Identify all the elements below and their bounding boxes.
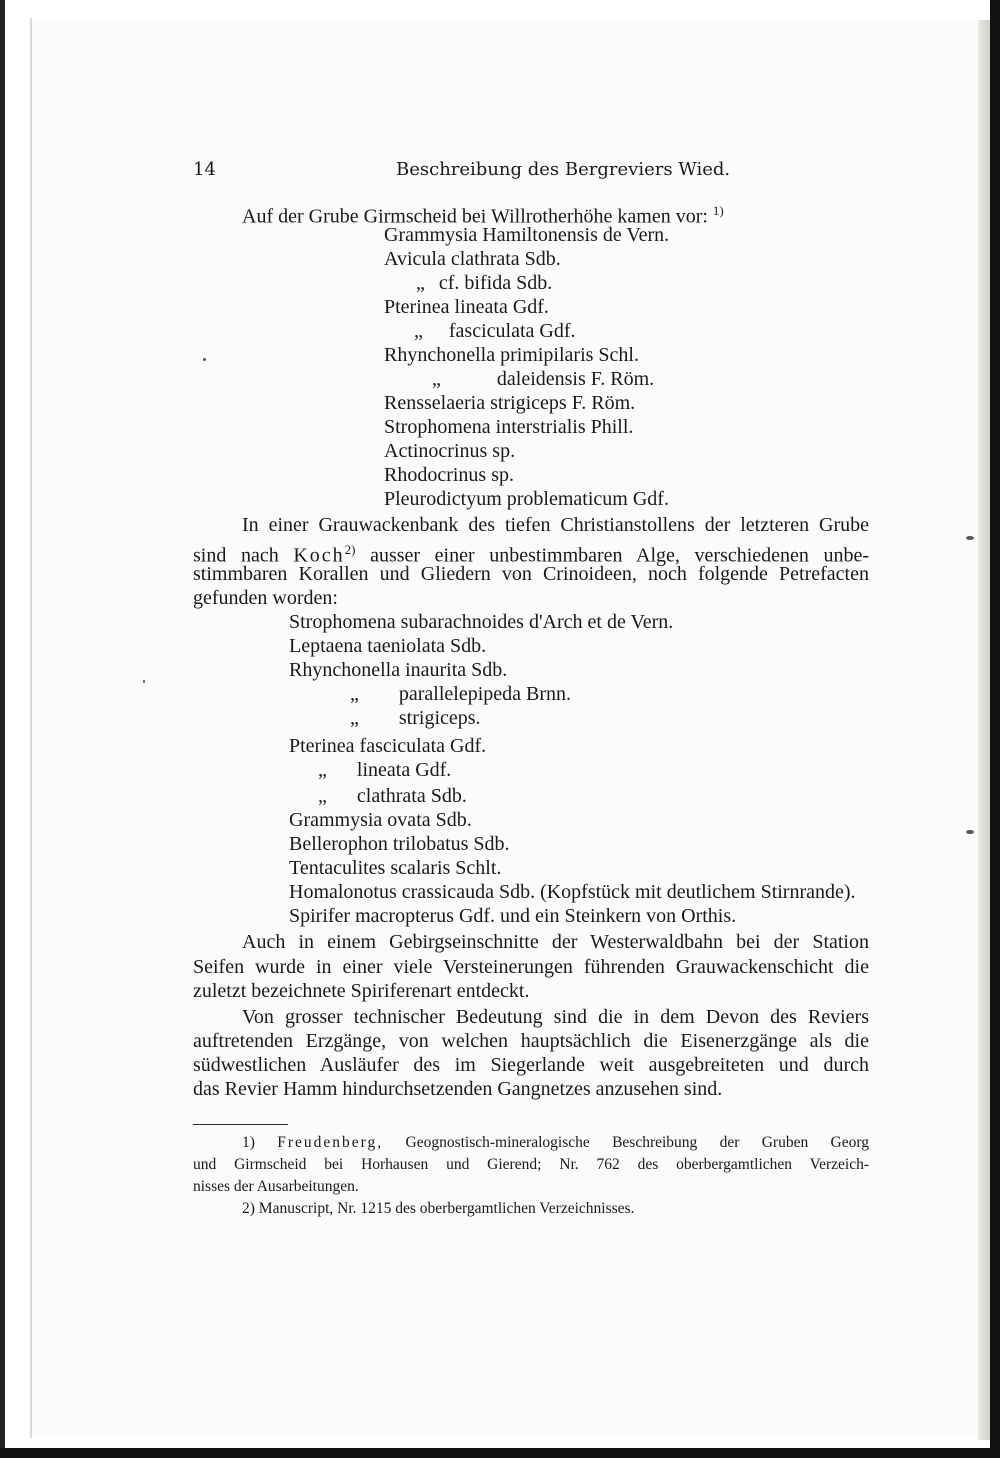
ditto-mark: „ — [350, 683, 359, 705]
list-item: Pterinea fasciculata Gdf. — [289, 735, 487, 757]
list-item: Pterinea lineata Gdf. — [384, 296, 549, 318]
scan-speck — [966, 536, 974, 540]
scan-right-border — [990, 0, 1000, 1458]
list-item: „ cf. bifida Sdb. — [416, 272, 553, 294]
footnote-2: 2) Manuscript, Nr. 1215 des oberbergamtlichen Verzeichnisses. — [242, 1200, 635, 1217]
paragraph-line: das Revier Hamm hindurchsetzenden Gangnetzes anzusehen sind. — [193, 1078, 723, 1100]
footnote-rule — [193, 1124, 288, 1125]
list-item: Grammysia Hamiltonensis de Vern. — [384, 224, 670, 246]
scan-speck — [966, 830, 974, 834]
footnote-author: Freudenberg, — [277, 1134, 384, 1151]
footnote-ref-1: 1) — [712, 203, 724, 218]
list-item: „ daleidensis F. Röm. — [432, 368, 655, 390]
list-item: Pleurodictyum problematicum Gdf. — [384, 488, 669, 510]
paragraph-line: zuletzt bezeichnete Spiriferenart entdeckt. — [193, 980, 530, 1002]
list-item: „ parallelepipeda Brnn. — [350, 683, 572, 705]
scan-speck — [143, 680, 145, 683]
list-item: Rhynchonella inaurita Sdb. — [289, 659, 508, 681]
paragraph-line: südwestlichen Ausläufer des im Siegerlande weit ausgebreiteten und durch — [193, 1054, 869, 1076]
list-item: Strophomena subarachnoides d'Arch et de Vern. — [289, 611, 674, 633]
ditto-mark: „ — [318, 785, 327, 807]
list-item: Rhodocrinus sp. — [384, 464, 514, 486]
scan-speck — [203, 358, 206, 361]
scan-left-border — [0, 0, 5, 1458]
list-item: Rhynchonella primipilaris Schl. — [384, 344, 639, 366]
list-item: Leptaena taeniolata Sdb. — [289, 635, 487, 657]
list-item: „ lineata Gdf. — [318, 759, 452, 781]
ditto-mark: „ — [318, 759, 327, 781]
intro-line: Auf der Grube Girmscheid bei Willrotherhöhe kamen vor: $^{1)}$ — [242, 203, 724, 228]
list-item: Actinocrinus sp. — [384, 440, 516, 462]
list-item: Rensselaeria strigiceps F. Röm. — [384, 392, 636, 414]
paragraph-line: Von grosser technischer Bedeutung sind die in dem Devon des Reviers — [242, 1006, 869, 1028]
ditto-mark: „ — [350, 707, 359, 729]
list-item: Grammysia ovata Sdb. — [289, 809, 472, 831]
author-name: Koch — [293, 544, 345, 567]
running-title: Beschreibung des Bergreviers Wied. — [396, 159, 731, 180]
ditto-mark: „ — [416, 272, 425, 294]
paragraph-line: sind nach Koch$^{2)}$ ausser einer unbestimmbaren Alge, verschiedenen unbe- — [193, 542, 870, 567]
footnote-1-line: 1) Freudenberg, Geognostisch-mineralogische Beschreibung der Gruben Georg — [242, 1134, 870, 1151]
footnote-1-line: nisses der Ausarbeitungen. — [193, 1178, 359, 1195]
paragraph-line: auftretenden Erzgänge, von welchen hauptsächlich die Eisenerzgänge als die — [193, 1030, 869, 1052]
footnote-1-line: und Girmscheid bei Horhausen und Gierend; Nr. 762 des oberbergamtlichen Verzeich- — [193, 1156, 869, 1173]
list-item: Bellerophon trilobatus Sdb. — [289, 833, 510, 855]
list-item: „ clathrata Sdb. — [318, 785, 467, 807]
paragraph-line: Seifen wurde in einer viele Versteinerungen führenden Grauwackenschicht die — [193, 956, 869, 978]
paragraph-line: In einer Grauwackenbank des tiefen Christianstollens der letzteren Grube — [242, 514, 869, 536]
list-item: Tentaculites scalaris Schlt. — [289, 857, 502, 879]
list-item: Homalonotus crassicauda Sdb. (Kopfstück mit deutlichem Stirnrande). — [289, 881, 856, 903]
paragraph-line: stimmbaren Korallen und Gliedern von Crinoideen, noch folgende Petrefacten — [193, 563, 869, 585]
list-item: Strophomena interstrialis Phill. — [384, 416, 634, 438]
ditto-mark: „ — [432, 368, 441, 390]
page-header — [193, 159, 873, 185]
list-item: „ strigiceps. — [350, 707, 481, 729]
paragraph-line: Auch in einem Gebirgseinschnitte der Westerwaldbahn bei der Station — [242, 931, 869, 953]
ditto-mark: „ — [414, 320, 423, 342]
list-item: „ fasciculata Gdf. — [414, 320, 576, 342]
page-edge-shadow — [978, 20, 990, 1440]
list-item: Spirifer macropterus Gdf. und ein Steinkern von Orthis. — [289, 905, 737, 927]
scan-bottom-border — [0, 1448, 1000, 1458]
footnote-ref-2: 2) — [344, 542, 356, 557]
page-number: 14 — [193, 159, 216, 180]
paragraph-line: gefunden worden: — [193, 587, 338, 609]
list-item: Avicula clathrata Sdb. — [384, 248, 561, 270]
